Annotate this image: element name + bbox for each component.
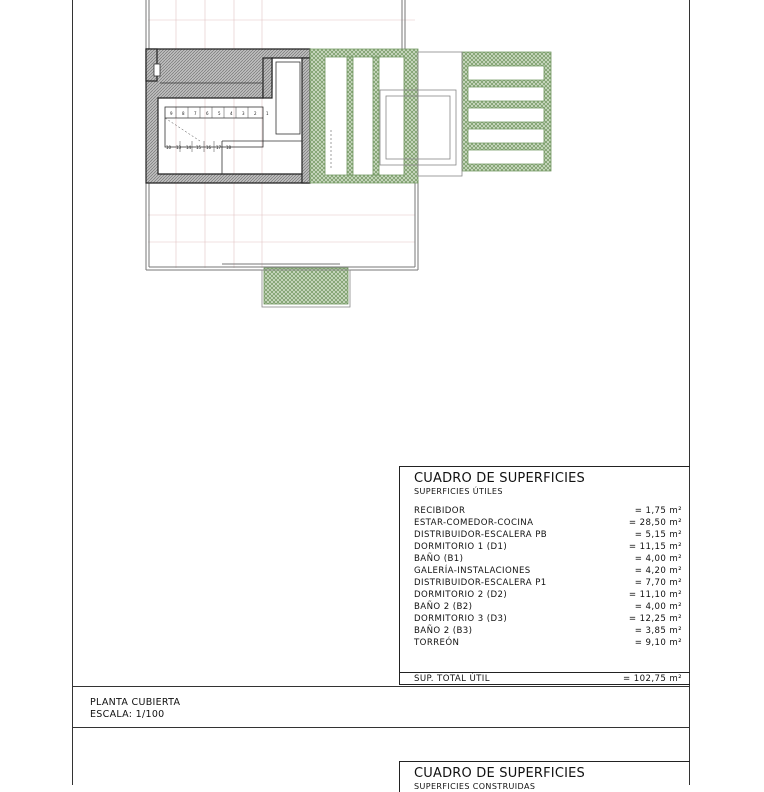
stair-step-number: 5	[218, 111, 221, 116]
area-row-name: RECIBIDOR	[414, 506, 466, 516]
area-row	[414, 565, 682, 577]
area-row-value: = 5,15 m²	[634, 530, 682, 540]
stair-step-number: 15	[196, 145, 202, 150]
area-row-value: = 11,15 m²	[628, 542, 682, 552]
stair-step-number: 6	[206, 111, 209, 116]
area-row	[414, 517, 682, 529]
built-area-table-title: CUADRO DE SUPERFICIES	[414, 766, 585, 781]
area-row	[414, 541, 682, 553]
stair-step-number: 7	[194, 111, 197, 116]
built-area-table-subtitle: SUPERFICIES CONSTRUIDAS	[414, 782, 536, 791]
area-row-name: BAÑO (B1)	[414, 554, 464, 564]
stair-step-number: 17	[216, 145, 222, 150]
total-row-name: SUP. TOTAL ÚTIL	[414, 674, 490, 684]
area-row-name: BAÑO 2 (B2)	[414, 602, 473, 612]
stair-step-number: 13	[176, 145, 182, 150]
area-row-name: DORMITORIO 2 (D2)	[414, 590, 508, 600]
stair-step-number: 10	[166, 145, 172, 150]
stair-step-number: 4	[230, 111, 233, 116]
plan-scale: ESCALA: 1/100	[90, 709, 165, 720]
area-row	[414, 625, 682, 637]
area-row-value: = 7,70 m²	[634, 578, 682, 588]
area-row	[414, 589, 682, 601]
area-table-title: CUADRO DE SUPERFICIES	[414, 471, 585, 486]
stair-step-number: 16	[206, 145, 212, 150]
area-row	[414, 613, 682, 625]
area-row	[414, 505, 682, 517]
total-row-value: = 102,75 m²	[623, 674, 682, 684]
area-row-name: DORMITORIO 1 (D1)	[414, 542, 508, 552]
area-row-value: = 4,00 m²	[634, 554, 682, 564]
area-row-value: = 11,10 m²	[628, 590, 682, 600]
area-table-subtitle: SUPERFICIES ÚTILES	[414, 487, 503, 496]
area-row-name: BAÑO 2 (B3)	[414, 626, 473, 636]
area-row-name: DISTRIBUIDOR-ESCALERA P1	[414, 578, 547, 588]
area-row-name: TORREÓN	[414, 638, 460, 648]
area-row-value: = 28,50 m²	[628, 518, 682, 528]
area-row	[414, 529, 682, 541]
area-row-value: = 4,20 m²	[634, 566, 682, 576]
area-row	[414, 577, 682, 589]
stair-step-number: 14	[186, 145, 192, 150]
stair-step-number: 2	[254, 111, 257, 116]
area-table	[399, 466, 690, 685]
area-row-value: = 9,10 m²	[634, 638, 682, 648]
plan-title: PLANTA CUBIERTA	[90, 697, 181, 708]
area-row-name: DISTRIBUIDOR-ESCALERA PB	[414, 530, 548, 540]
area-row-name: GALERÍA-INSTALACIONES	[414, 566, 531, 576]
area-row-name: ESTAR-COMEDOR-COCINA	[414, 518, 534, 528]
area-row	[414, 637, 682, 649]
area-row-name: DORMITORIO 3 (D3)	[414, 614, 508, 624]
area-row-value: = 3,85 m²	[634, 626, 682, 636]
stair-step-number: 9	[170, 111, 173, 116]
stair-step-number: 18	[226, 145, 232, 150]
stair-step-number: 3	[242, 111, 245, 116]
area-row-value: = 1,75 m²	[634, 506, 682, 516]
total-divider-bottom	[400, 684, 690, 685]
stair-step-number: 8	[182, 111, 185, 116]
stair-step-number: 1	[266, 111, 269, 116]
tower-walls	[146, 49, 310, 183]
built-area-table	[399, 761, 690, 792]
area-row-value: = 4,00 m²	[634, 602, 682, 612]
area-row	[414, 601, 682, 613]
area-row-value: = 12,25 m²	[628, 614, 682, 624]
area-row	[414, 553, 682, 565]
